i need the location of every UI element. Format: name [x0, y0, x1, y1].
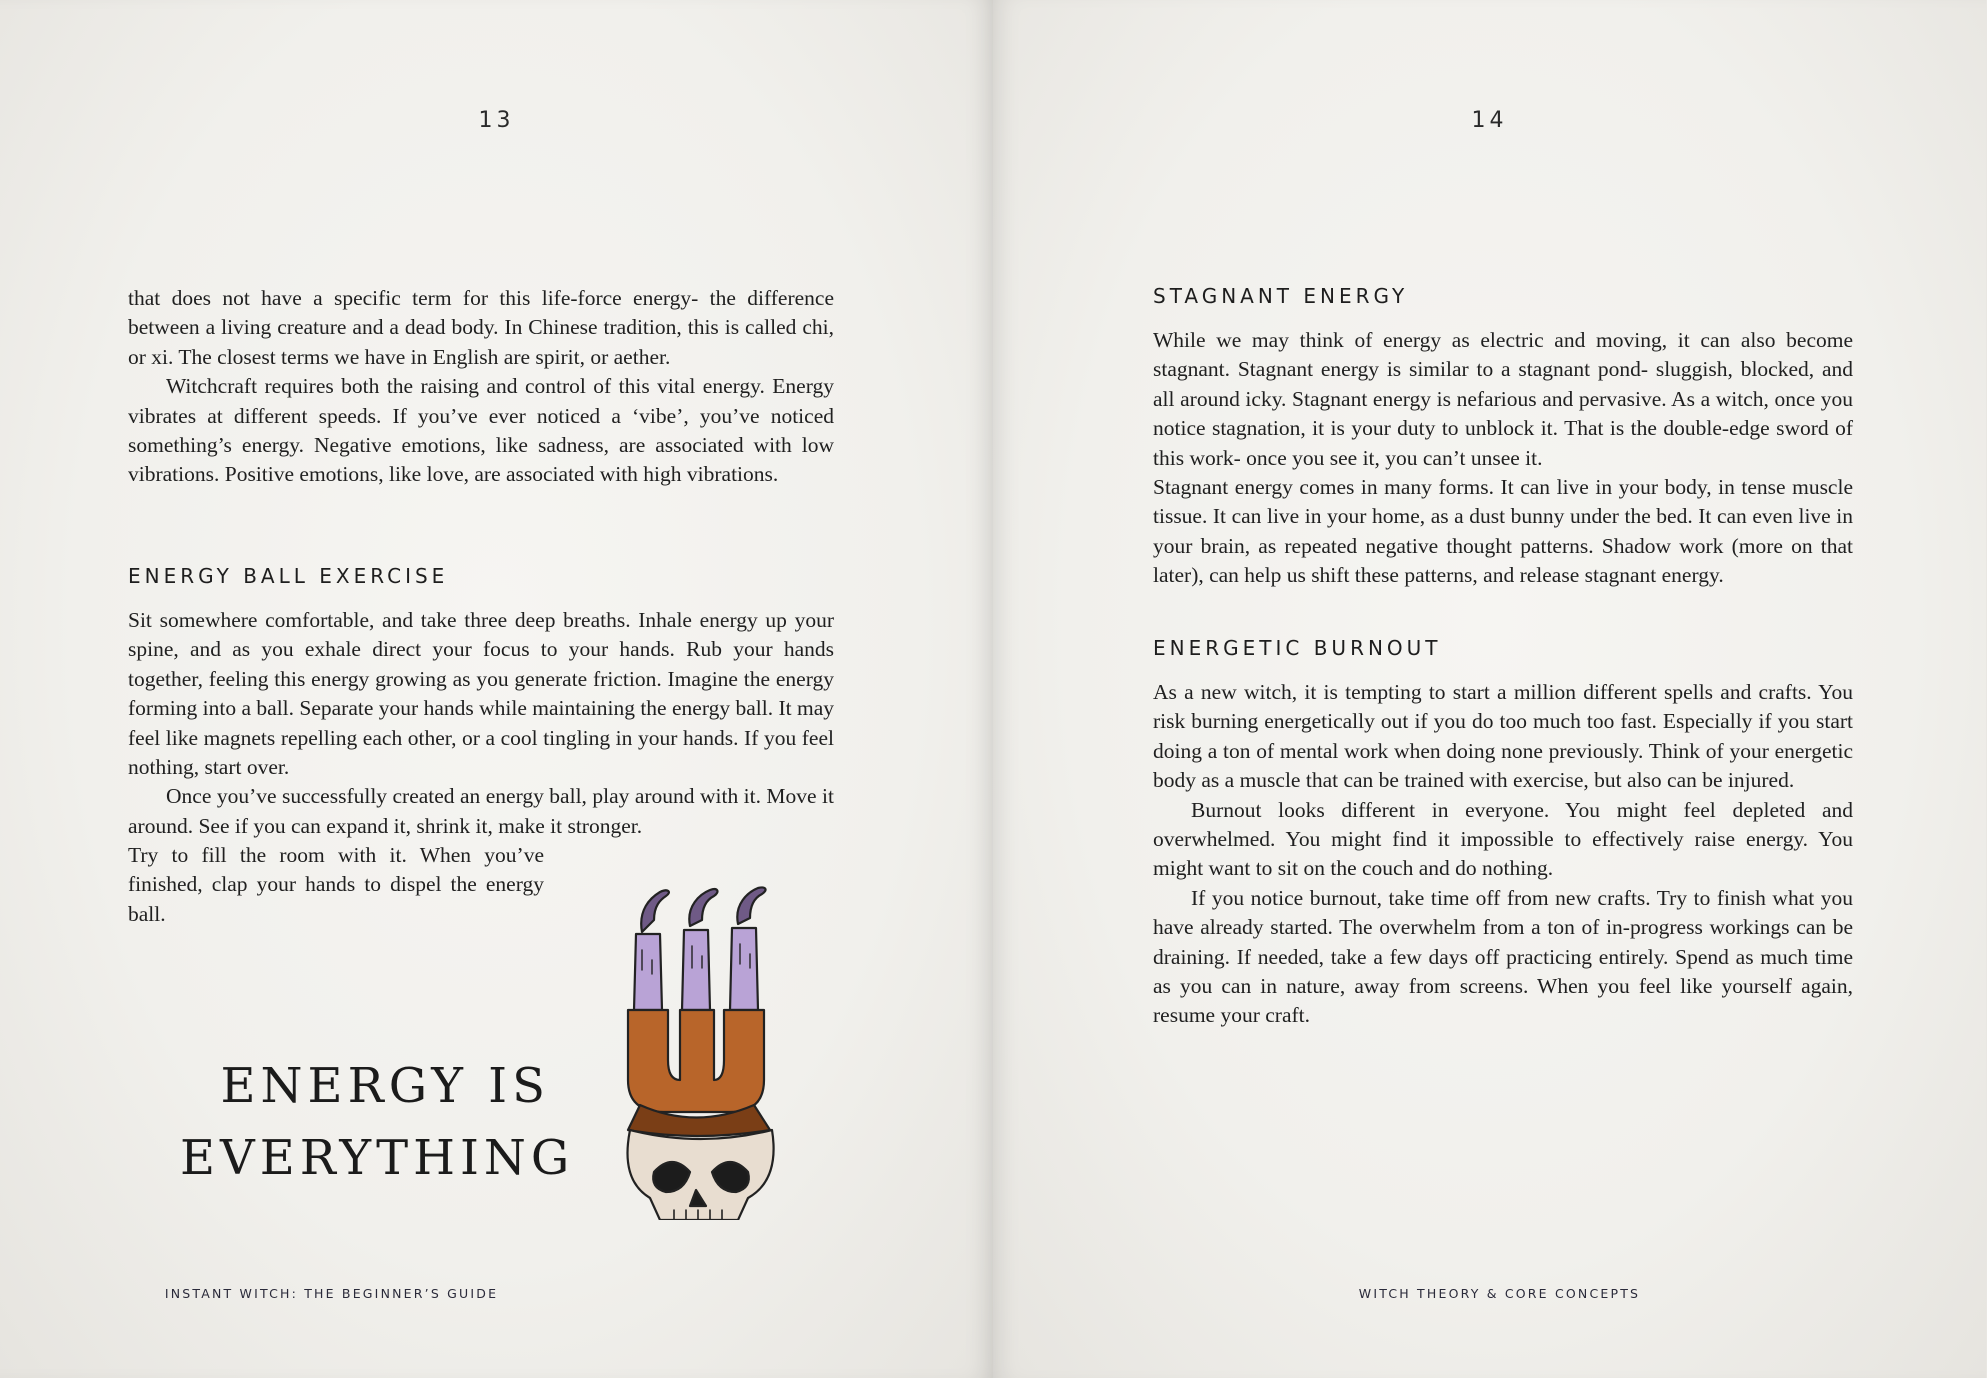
section-heading: ENERGETIC BURNOUT	[1153, 636, 1442, 660]
left-page	[0, 0, 993, 1378]
page-number: 14	[1471, 108, 1508, 133]
skull-candle-illustration	[620, 880, 800, 1220]
flame-icon	[689, 889, 717, 926]
narrow-text	[128, 841, 544, 929]
flame-icon	[737, 887, 765, 924]
page-number: 13	[478, 108, 515, 133]
chapter-title	[180, 1050, 575, 1194]
right-page	[993, 0, 1986, 1378]
paragraph: If you notice burnout, take time off from new crafts. Try to finish what you have already started. The overwhelm from a ton of in-progress workings can be draining. If needed, take a few days off practicing entirely. Spend as much time as you can in nature, away from screens. When you feel like yourself again, resume your craft.	[1153, 885, 1853, 1028]
paragraph: Burnout looks different in everyone. You might feel depleted and overwhelmed. You might find it impossible to effectively raise energy. You might want to sit on the couch and do nothing.	[1153, 797, 1853, 881]
paragraph: Try to fill the room with it. When you’ve finished, clap your hands to dispel the energy ball.	[128, 843, 544, 926]
candle-holder	[628, 1010, 764, 1112]
paragraph: Witchcraft requires both the raising and control of this vital energy. Energy vibrates at different speeds. If you’ve ever noticed a ‘vibe’, you’ve noticed something’s energy. Negative emotions, like sadness, are associated with low vibrations. Positive emotions, like love, are associated with high vibrations.	[128, 374, 834, 487]
paragraph: Stagnant energy comes in many forms. It can live in your body, in tense muscle tissue. It can live in your home, as a dust bunny under the bed. It can even live in your brain, as repeated negative thought patterns. Shadow work (more on that later), can help us shift these patterns, and release stagnant energy.	[1153, 475, 1853, 588]
section-heading: STAGNANT ENERGY	[1153, 284, 1409, 308]
running-footer: INSTANT WITCH: THE BEGINNER’S GUIDE	[164, 1286, 499, 1301]
paragraph: As a new witch, it is tempting to start a million different spells and crafts. You risk burning energetically out if you do too much too fast. Especially if you start doing a ton of mental work when doing none previously. Think of your energetic body as a muscle that can be trained with exercise, but also can be injured.	[1153, 680, 1853, 793]
intro-text	[128, 284, 834, 490]
paragraph: Sit somewhere comfortable, and take three deep breaths. Inhale energy up your spine, and as you exhale direct your focus to your hands. Rub your hands together, feeling this energy growing as you generate friction. Imagine the energy forming into a ball. Separate your hands while maintaining the energy ball. It may feel like magnets repelling each other, or a cool tingling in your hands. If you feel nothing, start over.	[128, 608, 834, 780]
section-heading: ENERGY BALL EXERCISE	[128, 564, 449, 588]
paragraph: While we may think of energy as electric and moving, it can also become stagnant. Stagnant energy is similar to a stagnant pond- sluggish, blocked, and all around icky. Stagnant energy is nefarious and pervasive. As a witch, once you notice stagnation, it is your duty to unblock it. That is the double-edge sword of this work- once you see it, you can’t unsee it.	[1153, 328, 1853, 470]
title-line: ENERGY IS	[220, 1058, 550, 1114]
title-line: EVERYTHING	[180, 1130, 575, 1186]
candle-icon	[682, 930, 710, 1010]
stagnant-text	[1153, 326, 1853, 591]
burnout-text	[1153, 678, 1853, 1031]
flame-icon	[641, 890, 669, 932]
candle-icon	[634, 934, 662, 1010]
candle-icon	[730, 928, 758, 1010]
paragraph: Once you’ve successfully created an energy ball, play around with it. Move it around. See if you can expand it, shrink it, make it stronger.	[128, 784, 834, 838]
paragraph: that does not have a specific term for this life-force energy- the difference between a living creature and a dead body. In Chinese tradition, this is called chi, or xi. The closest terms we have in English are spirit, or aether.	[128, 286, 834, 369]
exercise-text	[128, 606, 834, 841]
running-footer: WITCH THEORY & CORE CONCEPTS	[1358, 1286, 1641, 1301]
